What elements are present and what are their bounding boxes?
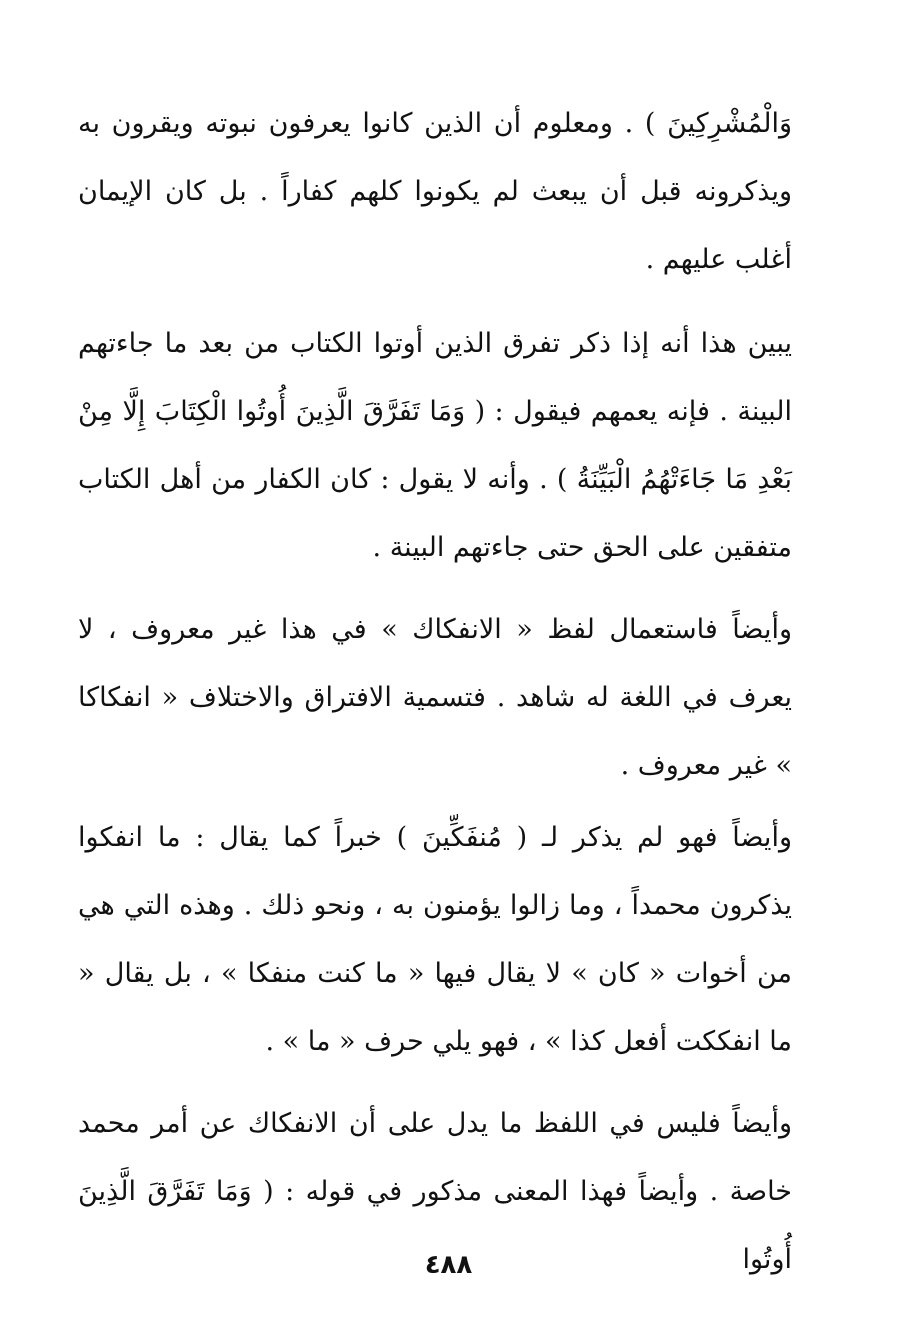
paragraph-4: وأيضاً فهو لم يذكر لـ ( مُنفَكِّينَ ) خبراً كما يقال : ما انفكوا يذكرون محمداً ، وما زالوا يؤمنون به ، ونحو ذلك . وهذه التي هي من أخوات « كان » لا يقال فيها « ما كنت منفكا » ، بل يقال « ما انفككت أفعل كذا » ، فهو يلي حرف « ما » .	[78, 822, 792, 1057]
page-number: ٤٨٨	[424, 1250, 473, 1280]
paragraph-5: وأيضاً فليس في اللفظ ما يدل على أن الانفكاك عن أمر محمد خاصة . وأيضاً فهذا المعنى مذكور في قوله : ( وَمَا تَفَرَّقَ الَّذِينَ أُوتُوا	[78, 1108, 792, 1275]
paragraph-1: وَالْمُشْرِكِينَ ) . ومعلوم أن الذين كانوا يعرفون نبوته ويقرون به ويذكرونه قبل أن يبعث لم يكونوا كلهم كفاراً . بل كان الإيمان أغلب عليهم .	[78, 108, 793, 275]
paragraph-2: يبين هذا أنه إذا ذكر تفرق الذين أوتوا الكتاب من بعد ما جاءتهم البينة . فإنه يعمهم فيقول : ( وَمَا تَفَرَّقَ الَّذِينَ أُوتُوا الْكِتَابَ إِلَّا مِنْ بَعْدِ مَا جَاءَتْهُمُ الْبَيِّنَةُ ) . وأنه لا يقول : كان الكفار من أهل الكتاب متفقين على الحق حتى جاءتهم البينة .	[78, 328, 792, 563]
paragraph-3: وأيضاً فاستعمال لفظ « الانفكاك » في هذا غير معروف ، لا يعرف في اللغة له شاهد . فتسمية الافتراق والاختلاف « انفكاكا » غير معروف .	[78, 614, 792, 781]
